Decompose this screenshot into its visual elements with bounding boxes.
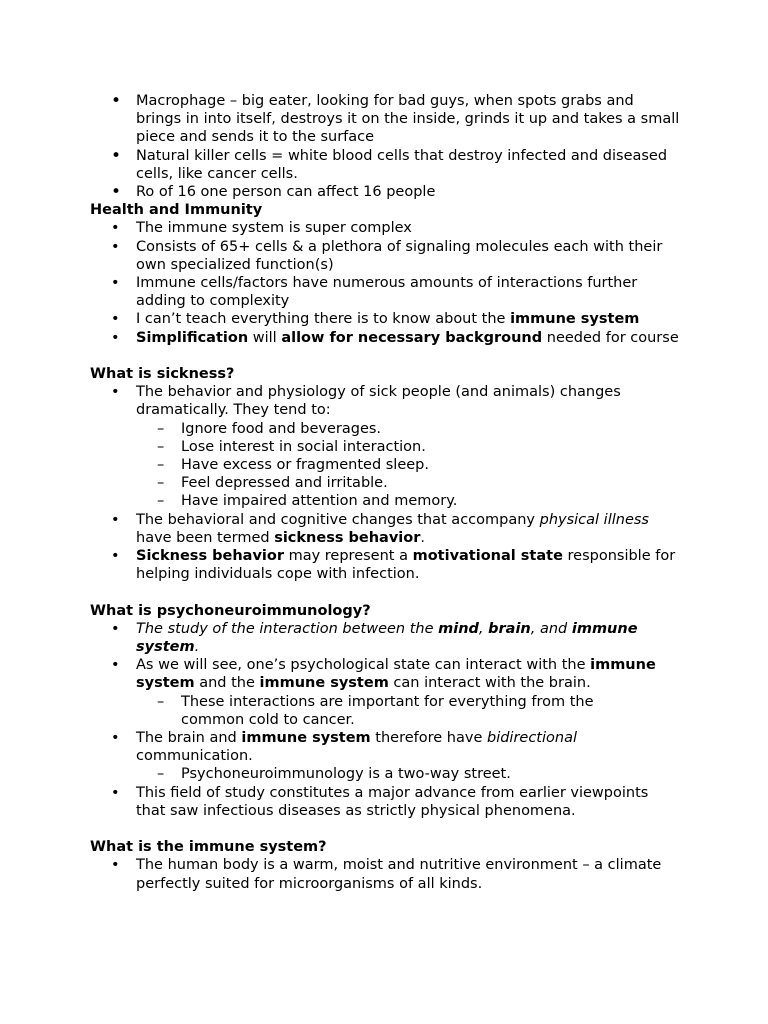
list-item-text: The immune system is super complex <box>136 220 412 237</box>
blank-line <box>0 820 768 838</box>
list-item <box>0 656 681 729</box>
bullet-icon: • <box>111 784 120 801</box>
bullet-icon: • <box>111 548 120 565</box>
sub-list-item <box>136 474 641 492</box>
dash-icon: – <box>157 438 165 455</box>
sickness-sublist <box>136 420 681 511</box>
list-item <box>0 238 681 274</box>
blank-line <box>0 583 768 601</box>
list-item <box>0 92 681 147</box>
list-item-text: Consists of 65+ cells & a plethora of signaling molecules each with their own specialized function(s) <box>136 238 663 273</box>
bullet-icon: • <box>111 220 120 237</box>
list-item-text: The behavior and physiology of sick people (and animals) changes dramatically. They tend to: <box>136 384 621 419</box>
bullet-icon: • <box>111 511 120 528</box>
bullet-icon: • <box>111 857 120 874</box>
pni-list <box>0 620 768 820</box>
bullet-icon: • <box>111 311 120 328</box>
list-item-text: The brain and <box>136 730 242 747</box>
list-item <box>0 784 681 820</box>
emphasis-text: immune system <box>510 311 640 328</box>
list-item <box>0 147 681 183</box>
pni-sublist <box>136 693 681 729</box>
list-item <box>0 274 681 310</box>
bullet-icon: • <box>111 275 120 292</box>
bullet-icon: • <box>111 657 120 674</box>
list-item-text: will <box>248 329 282 346</box>
sub-list-item-text: Lose interest in social interaction. <box>181 438 426 455</box>
bullet-icon: • <box>111 730 120 747</box>
immune-list <box>0 856 768 892</box>
health-list <box>0 219 768 346</box>
list-item-text: may represent a <box>283 548 413 565</box>
list-item-text: needed for course <box>542 329 679 346</box>
bullet-icon: • <box>111 620 120 637</box>
bullet-icon: • <box>111 238 120 255</box>
list-item-text: Natural killer cells = white blood cells that destroy infected and diseased cells, like cancer cells. <box>136 147 668 182</box>
list-item-text: I can’t teach everything there is to know about the <box>136 311 511 328</box>
italic-text: bidirectional <box>486 730 577 747</box>
bullet-icon: • <box>111 91 122 111</box>
dash-icon: – <box>157 420 165 437</box>
list-item-text: The behavioral and cognitive changes that accompany <box>136 511 540 528</box>
emphasis-italic-text: mind <box>438 620 479 637</box>
dash-icon: – <box>157 475 165 492</box>
sub-list-item-text: Ignore food and beverages. <box>181 420 382 437</box>
emphasis-text: immune system <box>241 730 371 747</box>
sub-list-item-text: These interactions are important for everything from the common cold to cancer. <box>181 693 594 728</box>
list-item <box>0 383 681 510</box>
list-item <box>0 547 681 583</box>
list-item-text: have been termed <box>136 529 275 546</box>
italic-text: physical illness <box>539 511 649 528</box>
emphasis-text: allow for necessary background <box>281 329 543 346</box>
list-item-text: and the <box>194 675 260 692</box>
italic-text: , <box>478 620 489 637</box>
bullet-icon: • <box>111 329 120 346</box>
list-item <box>0 329 681 347</box>
list-item <box>0 183 681 201</box>
list-item-text: therefore have <box>370 730 487 747</box>
list-item-text: Immune cells/factors have numerous amounts of interactions further adding to complexity <box>136 275 638 310</box>
section-heading-sickness: What is sickness? <box>90 366 235 383</box>
dash-icon: – <box>157 766 165 783</box>
sub-list-item <box>136 420 641 438</box>
sub-list-item <box>136 693 641 729</box>
list-item-text: Ro of 16 one person can affect 16 people <box>136 184 436 201</box>
dash-icon: – <box>157 457 165 474</box>
list-item <box>0 310 681 328</box>
list-item-text: can interact with the brain. <box>388 675 591 692</box>
sub-list-item <box>136 456 641 474</box>
list-item <box>0 856 681 892</box>
blank-line <box>0 347 768 365</box>
bullet-icon: • <box>111 182 122 203</box>
sub-list-item-text: Feel depressed and irritable. <box>181 475 388 492</box>
italic-text: The study of the interaction between the <box>136 620 439 637</box>
list-item <box>0 620 681 656</box>
list-item-text: Macrophage – big eater, looking for bad guys, when spots grabs and brings in into itself, destroys it on the inside, grinds it up and takes a small piece and sends it to the surface <box>136 93 680 146</box>
italic-text: , and <box>530 620 572 637</box>
list-item <box>0 219 681 237</box>
list-item-text: . <box>420 529 425 546</box>
italic-text: . <box>194 639 200 656</box>
sub-list-item-text: Psychoneuroimmunology is a two-way street. <box>181 766 511 783</box>
emphasis-text: immune system <box>136 657 656 692</box>
emphasis-italic-text: immune system <box>136 620 638 656</box>
emphasis-text: sickness behavior <box>274 529 421 546</box>
document-page <box>0 92 768 893</box>
list-item <box>0 511 681 547</box>
section-heading-immune: What is the immune system? <box>90 839 327 856</box>
list-item-text: The human body is a warm, moist and nutritive environment – a climate perfectly suited for microorganisms of all kinds. <box>136 857 662 892</box>
dash-icon: – <box>157 693 165 710</box>
list-item-text: responsible for helping individuals cope with infection. <box>136 548 676 583</box>
sub-list-item <box>136 765 641 783</box>
emphasis-text: motivational state <box>412 548 563 565</box>
emphasis-text: Sickness behavior <box>136 548 284 565</box>
bullet-icon: • <box>111 384 120 401</box>
bullet-icon: • <box>111 145 122 166</box>
pni-sublist <box>136 765 681 783</box>
list-item-text: communication. <box>136 748 253 765</box>
sub-list-item-text: Have impaired attention and memory. <box>181 493 458 510</box>
section-heading-pni: What is psychoneuroimmunology? <box>90 602 371 619</box>
emphasis-italic-text: brain <box>488 620 531 637</box>
sickness-list <box>0 383 768 583</box>
sub-list-item-text: Have excess or fragmented sleep. <box>181 457 429 474</box>
list-item-text: As we will see, one’s psychological state can interact with the <box>136 657 591 674</box>
emphasis-text: immune system <box>259 675 389 692</box>
intro-list <box>0 92 768 201</box>
sub-list-item <box>136 438 641 456</box>
list-item-text: This field of study constitutes a major advance from earlier viewpoints that saw infectious diseases as strictly physical phenomena. <box>136 784 649 819</box>
section-heading-health: Health and Immunity <box>90 202 263 219</box>
emphasis-text: Simplification <box>136 329 249 346</box>
list-item <box>0 729 681 784</box>
dash-icon: – <box>157 493 165 510</box>
sub-list-item <box>136 492 641 510</box>
